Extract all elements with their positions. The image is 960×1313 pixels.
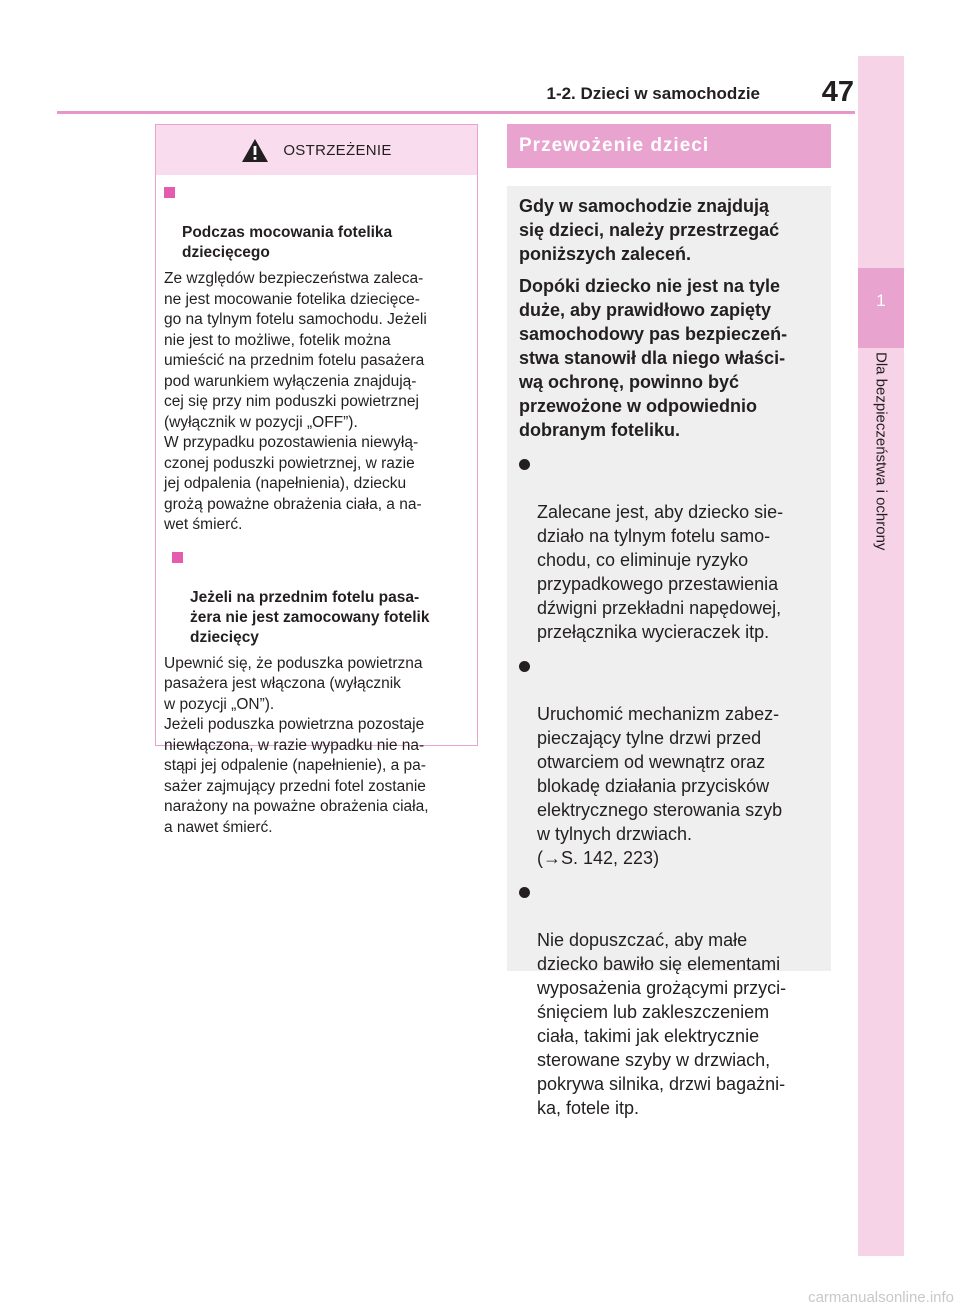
warning-item-text: Upewnić się, że poduszka powietrzna pasażera jest włączona (wyłącznik w pozycji „ON”). Jeżeli poduszka powietrzna pozostaje niewłączona, w razie wypadku nie na- stąpi jej odpalenie (napełnienie), a pa- sażer zajmujący przedni fotel zostanie narażony na poważne obrażenia ciała, a nawet śmierć.	[164, 654, 429, 836]
round-bullet-icon	[519, 661, 530, 672]
warning-item-text: Ze względów bezpieczeństwa zaleca- ne jest mocowanie fotelika dziecięce- go na tylnym fotelu samochodu. Jeżeli nie jest to możliwe, fotelik można umieścić na przednim fotelu pasażera pod warunkiem wyłączenia znajdują- cej się przy nim poduszki powietrznej (wyłącznik w pozycji „OFF”). W przypadku pozostawienia niewyłą- czonej poduszki powietrznej, w razie jej odpalenia (napełnienia), dziecku grożą poważne obrażenia ciała, a na- wet śmierć.	[164, 270, 427, 533]
warning-header	[156, 125, 477, 175]
square-bullet-icon	[172, 552, 183, 563]
warning-body	[156, 183, 477, 838]
warning-item-heading-text: Jeżeli na przednim fotelu pasa- żera nie jest zamocowany fotelik dziecięcy	[190, 588, 430, 646]
watermark: carmanualsonline.info	[808, 1289, 954, 1306]
list-item	[519, 880, 821, 1120]
page-number: 47	[821, 76, 854, 108]
header-divider	[57, 111, 855, 114]
list-item-text: Nie dopuszczać, aby małe dziecko bawiło się elementami wyposażenia grożącymi przyci- śnięciem lub zakleszczeniem ciała, takimi jak elektrycznie sterowane szyby w drzwiach, pokrywa silnika, drzwi bagażni- ka, fotele itp.	[537, 930, 787, 1118]
intro-paragraph: Dopóki dziecko nie jest na tyle duże, aby prawidłowo zapięty samochodowy pas bezpieczeń- stwa stanowił dla niego właści- wą ochronę, powinno być przewożone w odpowiednio dobranym foteliku.	[519, 276, 788, 440]
warning-item-heading	[172, 548, 469, 648]
round-bullet-icon	[519, 887, 530, 898]
chapter-title-vertical: Dla bezpieczeństwa i ochrony	[872, 352, 890, 551]
list-item	[519, 654, 821, 870]
list-item	[519, 452, 821, 644]
list-item-text: Zalecane jest, aby dziecko sie- działo na tylnym fotelu samo- chodu, co eliminuje ryzyko przypadkowego przestawienia dźwigni przekładni napędowej, przełącznika wycieraczek itp.	[537, 502, 784, 642]
warning-item-heading-text: Podczas mocowania fotelika dziecięcego	[182, 224, 393, 261]
warning-triangle-icon	[241, 138, 269, 163]
square-bullet-icon	[164, 187, 175, 198]
chapter-side-strip	[858, 56, 904, 1256]
warning-box	[155, 124, 478, 836]
round-bullet-icon	[519, 459, 530, 470]
chapter-number-tab: 1	[858, 268, 904, 348]
list-item-text: Uruchomić mechanizm zabez- pieczający tylne drzwi przed otwarciem od wewnątrz oraz blokadę działania przycisków elektrycznego sterowania szyb w tylnych drzwiach. (→S. 142, 223)	[537, 704, 783, 868]
section-heading: 1-2. Dzieci w samochodzie	[546, 84, 760, 103]
info-box	[507, 186, 831, 1118]
warning-title: OSTRZEŻENIE	[283, 141, 392, 159]
warning-item-heading	[164, 183, 469, 263]
section-title: Przewożenie dzieci	[507, 124, 831, 168]
intro-paragraph: Gdy w samochodzie znajdują się dzieci, należy przestrzegać poniższych zaleceń.	[519, 196, 780, 264]
